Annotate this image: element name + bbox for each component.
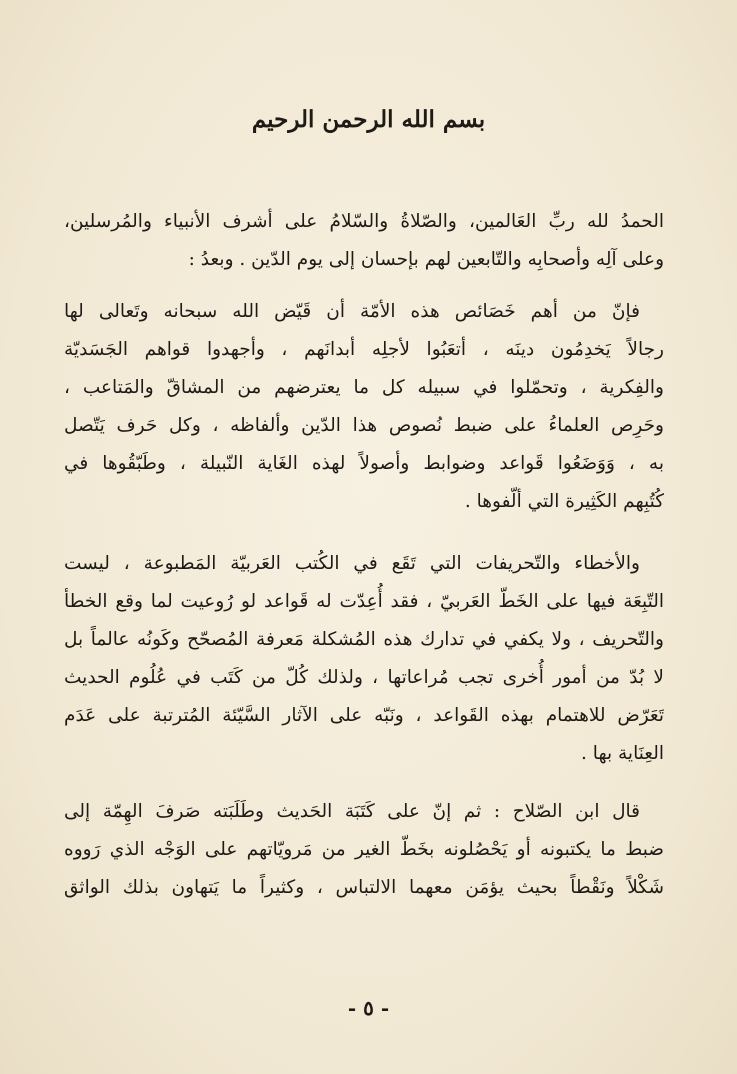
text-line: والأخطاء والتّحريفات التي تَقَع في الكُتب العَربيّة المَطبوعة ، ليست [64, 553, 640, 574]
text-line: والفِكرية ، وتحمّلوا في سبيله كل ما يعترضهم من المشاقّ والمَتاعب ، [64, 377, 664, 398]
text-line: تَعَرّض للاهتمام بهذه القَواعد ، ونَبّه على الآثار السَّيّئة المُترتبة على عَدَم [64, 705, 664, 726]
text-line: شَكْلاً ونَقْطاً بحيث يؤمَن معهما الالتباس ، وكثيراً ما يَتهاون بذلك الواثق [64, 877, 664, 898]
text-line: التّبِعَة فيها على الخَطّ العَربيّ ، فقد أُعِدّت له قَواعد لو رُوعيت لما وقع الخطأ [64, 591, 664, 612]
text-line: قال ابن الصّلاح : ثم إنّ على كَتَبَة الحَديث وطَلَبَته صَرفَ الهِمّة إلى [64, 801, 640, 822]
text-line: فإنّ من أهم خَصَائص هذه الأمّة أن قَيّض الله سبحانه وتَعالى لها [64, 301, 640, 322]
text-line: لا بُدّ من أمور أُخرى تجب مُراعاتها ، ولذلك كُلّ من كَتَب في عُلُوم الحديث [64, 667, 664, 688]
page-number: - ٥ - [347, 996, 390, 1020]
text-line: والتّحريف ، ولا يكفي في تدارك هذه المُشكلة مَعرفة المُصحّح وكَونُه عالماً بل [64, 629, 664, 650]
paragraph-4 [64, 793, 664, 907]
text-line: وعلى آلِه وأصحابِه والتّابعين لهم بإحسان إلى يوم الدّين . وبعدُ : [188, 249, 664, 270]
paragraph-2 [64, 293, 664, 521]
text-line: رجالاً يَخدِمُون دينَه ، أتعَبُوا لأجلِه أبدانَهم ، وأجهدوا قواهم الجَسَديّة [64, 339, 664, 360]
paragraph-1 [64, 203, 664, 279]
text-line: وحَرِص العلماءُ على ضبط نُصوص هذا الدّين وألفاظه ، وكل حَرف يَتّصل [64, 415, 664, 436]
text-line: ضبط ما يكتبونه أو يَحْصُلونه بخَطّ الغير من مَرويّاتهم على الوَجْه الذي رَووه [64, 839, 664, 860]
text-line: الحمدُ لله ربِّ العَالمين، والصّلاةُ والسّلامُ على أشرف الأنبياء والمُرسلين، [64, 211, 664, 232]
text-line: به ، وَوَضَعُوا قَواعد وضوابط وأصولاً لهذه الغَاية النّبيلة ، وطَبّقُوها في [64, 453, 664, 474]
page-title: بسم الله الرحمن الرحيم [251, 106, 486, 133]
paragraph-3 [64, 545, 664, 773]
text-line: كُتُبِهم الكَثِيرة التي ألّفوها . [464, 491, 664, 512]
text-line: العِنَاية بها . [581, 743, 664, 764]
